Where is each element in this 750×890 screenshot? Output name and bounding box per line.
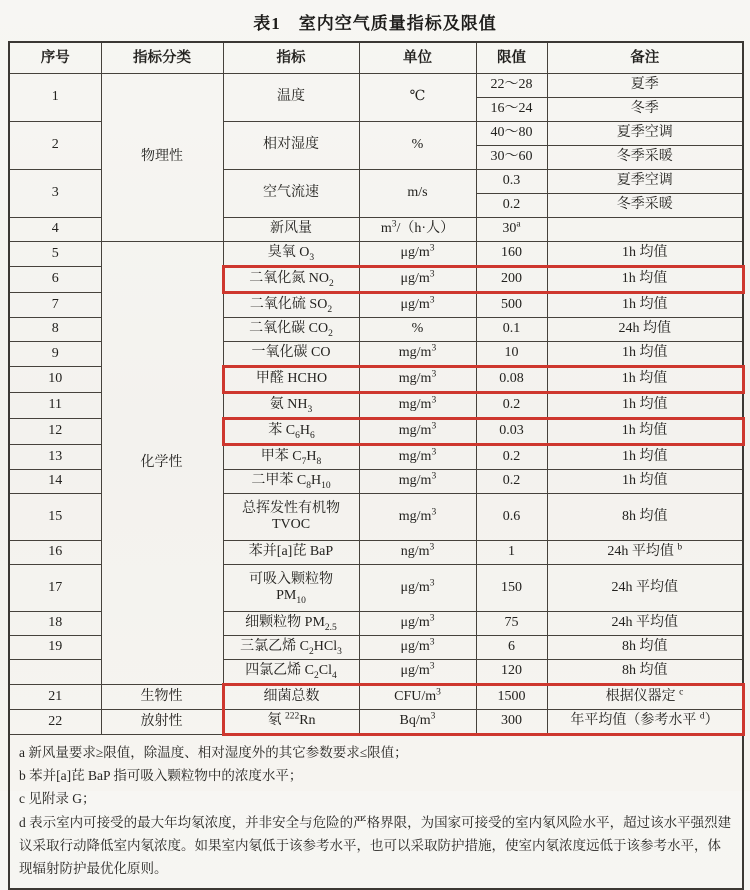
table-cell: $Bq/m^3$ — [359, 710, 476, 735]
table-cell: % — [359, 318, 476, 342]
table-row — [9, 710, 743, 735]
table-cell: 1h 均值 — [547, 419, 743, 445]
table-cell: 相对湿度 — [223, 122, 359, 170]
table-cell: 年平均值（参考水平 $^d$） — [547, 710, 743, 735]
footnotes-row — [9, 735, 743, 890]
table-body — [9, 74, 743, 735]
column-header: 指标分类 — [101, 42, 223, 74]
table-cell: 11 — [9, 393, 101, 419]
table-cell: 5 — [9, 242, 101, 267]
table-cell: 500 — [476, 293, 547, 318]
table-cell: 1h 均值 — [547, 393, 743, 419]
table-cell: $mg/m^3$ — [359, 470, 476, 494]
table-cell: 16～24 — [476, 98, 547, 122]
table-cell — [547, 218, 743, 242]
table-cell: 放射性 — [101, 710, 223, 735]
table-cell: 空气流速 — [223, 170, 359, 218]
table-cell: 冬季 — [547, 98, 743, 122]
table-cell: 150 — [476, 565, 547, 612]
table-cell: 30$^a$ — [476, 218, 547, 242]
table-cell: 24h 均值 — [547, 318, 743, 342]
table-cell: 1h 均值 — [547, 242, 743, 267]
table-cell: 13 — [9, 445, 101, 470]
table-cell: 8h 均值 — [547, 636, 743, 660]
footnote-b: b 苯并[a]芘 BaP 指可吸入颗粒物中的浓度水平； — [19, 768, 303, 784]
table-cell: 10 — [476, 342, 547, 367]
table-cell: 1 — [476, 541, 547, 565]
table-cell: 甲苯 $C_7H_8$ — [223, 445, 359, 470]
table-cell: 0.2 — [476, 445, 547, 470]
table-cell: 四氯乙烯 $C_2Cl_4$ — [223, 660, 359, 685]
table-cell: m/s — [359, 170, 476, 218]
table-cell: 三氯乙烯 $C_2HCl_3$ — [223, 636, 359, 660]
table-cell: 9 — [9, 342, 101, 367]
table-cell: 1500 — [476, 685, 547, 710]
table-cell: $\mu g/m^3$ — [359, 565, 476, 612]
table-cell: 19 — [9, 636, 101, 660]
table-cell: $mg/m^3$ — [359, 419, 476, 445]
table-cell: 200 — [476, 267, 547, 293]
table-cell: 2 — [9, 122, 101, 170]
table-cell: 40～80 — [476, 122, 547, 146]
column-header: 限值 — [476, 42, 547, 74]
table-cell: 6 — [9, 267, 101, 293]
table-cell: 300 — [476, 710, 547, 735]
table-cell: $\mu g/m^3$ — [359, 242, 476, 267]
table-cell: 二氧化氮 $NO_2$ — [223, 267, 359, 293]
table-cell: 24h 平均值 $^b$ — [547, 541, 743, 565]
table-title: 表1 室内空气质量指标及限值 — [253, 14, 497, 33]
table-cell: 0.03 — [476, 419, 547, 445]
table-cell: 14 — [9, 470, 101, 494]
table-cell: 0.6 — [476, 494, 547, 541]
table-cell: 75 — [476, 612, 547, 636]
table-cell: 0.2 — [476, 470, 547, 494]
table-cell: $mg/m^3$ — [359, 367, 476, 393]
table-cell: % — [359, 122, 476, 170]
table-cell: 12 — [9, 419, 101, 445]
table-cell: 根据仪器定 $^c$ — [547, 685, 743, 710]
table-cell: 6 — [476, 636, 547, 660]
table-cell — [9, 660, 101, 685]
table-cell: 生物性 — [101, 685, 223, 710]
table-cell: 0.08 — [476, 367, 547, 393]
table-cell: 8h 均值 — [547, 494, 743, 541]
table-cell: ℃ — [359, 74, 476, 122]
table-cell: $mg/m^3$ — [359, 342, 476, 367]
table-row — [9, 685, 743, 710]
table-cell: 4 — [9, 218, 101, 242]
table-cell: 21 — [9, 685, 101, 710]
table-cell: 细菌总数 — [223, 685, 359, 710]
table-cell: 8 — [9, 318, 101, 342]
footnote-a: a 新风量要求≥限值，除温度、相对湿度外的其它参数要求≤限值； — [19, 745, 408, 760]
table-cell: 苯 $C_6H_6$ — [223, 419, 359, 445]
table-cell: 细颗粒物 $PM_{2.5}$ — [223, 612, 359, 636]
table-cell: 16 — [9, 541, 101, 565]
table-cell: 可吸入颗粒物 $PM_{10}$ — [223, 565, 359, 612]
table-cell: $mg/m^3$ — [359, 393, 476, 419]
table-cell: 夏季 — [547, 74, 743, 98]
column-header: 指标 — [223, 42, 359, 74]
table-cell: 1h 均值 — [547, 293, 743, 318]
table-cell: 18 — [9, 612, 101, 636]
column-header: 备注 — [547, 42, 743, 74]
table-cell: 总挥发性有机物 TVOC — [223, 494, 359, 541]
table-cell: 160 — [476, 242, 547, 267]
table-cell: 0.2 — [476, 393, 547, 419]
table-cell: 30～60 — [476, 146, 547, 170]
table-cell: 17 — [9, 565, 101, 612]
table-cell: 10 — [9, 367, 101, 393]
table-cell: 1 — [9, 74, 101, 122]
table-cell: $ng/m^3$ — [359, 541, 476, 565]
table-row — [9, 242, 743, 267]
table-cell: 24h 平均值 — [547, 612, 743, 636]
table-cell: 二氧化硫 $SO_2$ — [223, 293, 359, 318]
table-cell: 8h 均值 — [547, 660, 743, 685]
table-cell: 冬季采暖 — [547, 146, 743, 170]
table-cell: 24h 平均值 — [547, 565, 743, 612]
table-cell: 冬季采暖 — [547, 194, 743, 218]
table-cell: 氨 $NH_3$ — [223, 393, 359, 419]
table-cell: 7 — [9, 293, 101, 318]
table-cell: 3 — [9, 170, 101, 218]
table-header-row — [9, 42, 743, 74]
footnote-d: d 表示室内可接受的最大年均氡浓度，并非安全与危险的严格界限，为国家可接受的室内氡风险水平，超过该水平强烈建议采取行动降低室内氡浓度。如果室内氡低于该参考水平，也可以采取防护措施，使室内氡浓度远低于该参考水平，体现辐射防护最优化原则。 — [19, 814, 732, 877]
table-cell: 0.2 — [476, 194, 547, 218]
table-cell: 夏季空调 — [547, 170, 743, 194]
table-cell: $\mu g/m^3$ — [359, 636, 476, 660]
table-cell: 物理性 — [101, 74, 223, 242]
footnote-c: c 见附录 G； — [19, 791, 96, 807]
table-cell: 氡 $^{222}$Rn — [223, 710, 359, 735]
table-cell: $\mu g/m^3$ — [359, 267, 476, 293]
table-cell: 一氧化碳 CO — [223, 342, 359, 367]
table-cell: 120 — [476, 660, 547, 685]
table-cell: 夏季空调 — [547, 122, 743, 146]
table-cell: $\mu g/m^3$ — [359, 660, 476, 685]
table-cell: 甲醛 HCHO — [223, 367, 359, 393]
table-cell: $mg/m^3$ — [359, 445, 476, 470]
table-cell: 1h 均值 — [547, 470, 743, 494]
table-cell: 二甲苯 $C_8H_{10}$ — [223, 470, 359, 494]
table-cell: 温度 — [223, 74, 359, 122]
table-cell: $m^3/(h\cdot$人） — [359, 218, 476, 242]
table-cell: $\mu g/m^3$ — [359, 293, 476, 318]
table-row — [9, 74, 743, 98]
table-cell: 二氧化碳 $CO_2$ — [223, 318, 359, 342]
table-cell: 22 — [9, 710, 101, 735]
footnotes-cell — [9, 735, 743, 890]
table-cell: $mg/m^3$ — [359, 494, 476, 541]
table-cell: $\mu g/m^3$ — [359, 612, 476, 636]
table-cell: 1h 均值 — [547, 367, 743, 393]
table-cell: 臭氧 $O_3$ — [223, 242, 359, 267]
table-cell: 22～28 — [476, 74, 547, 98]
table-cell: 15 — [9, 494, 101, 541]
table-cell: 0.1 — [476, 318, 547, 342]
table-cell: 1h 均值 — [547, 342, 743, 367]
table-cell: 1h 均值 — [547, 445, 743, 470]
table-cell: 新风量 — [223, 218, 359, 242]
table-cell: CFU/$m^3$ — [359, 685, 476, 710]
table-cell: 化学性 — [101, 242, 223, 685]
column-header: 单位 — [359, 42, 476, 74]
table-cell: 苯并[a]芘 BaP — [223, 541, 359, 565]
iaq-table — [8, 41, 745, 890]
table-cell: 1h 均值 — [547, 267, 743, 293]
column-header: 序号 — [9, 42, 101, 74]
table-cell: 0.3 — [476, 170, 547, 194]
